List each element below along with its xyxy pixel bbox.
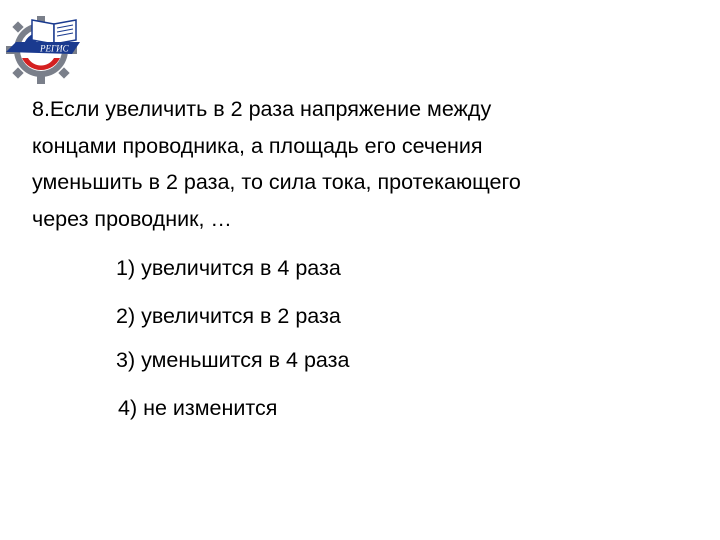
question-text [32,91,672,237]
question-line-4: через проводник, … [32,206,232,231]
gear-logo-icon [2,14,84,86]
logo-emblem [2,14,84,86]
question-line-1: 8.Если увеличить в 2 раза напряжение между [32,97,492,121]
logo-text: РЕГИС [40,43,69,54]
answer-option-1: 1) увеличится в 4 раза [116,256,341,280]
question-line-3: уменьшить в 2 раза, то сила тока, протекающего [32,170,521,194]
answer-option-4: 4) не изменится [118,396,278,420]
answer-option-2: 2) увеличится в 2 раза [116,304,341,328]
answer-option-3: 3) уменьшится в 4 раза [116,348,350,372]
question-line-2: концами проводника, а площадь его сечения [32,133,483,158]
